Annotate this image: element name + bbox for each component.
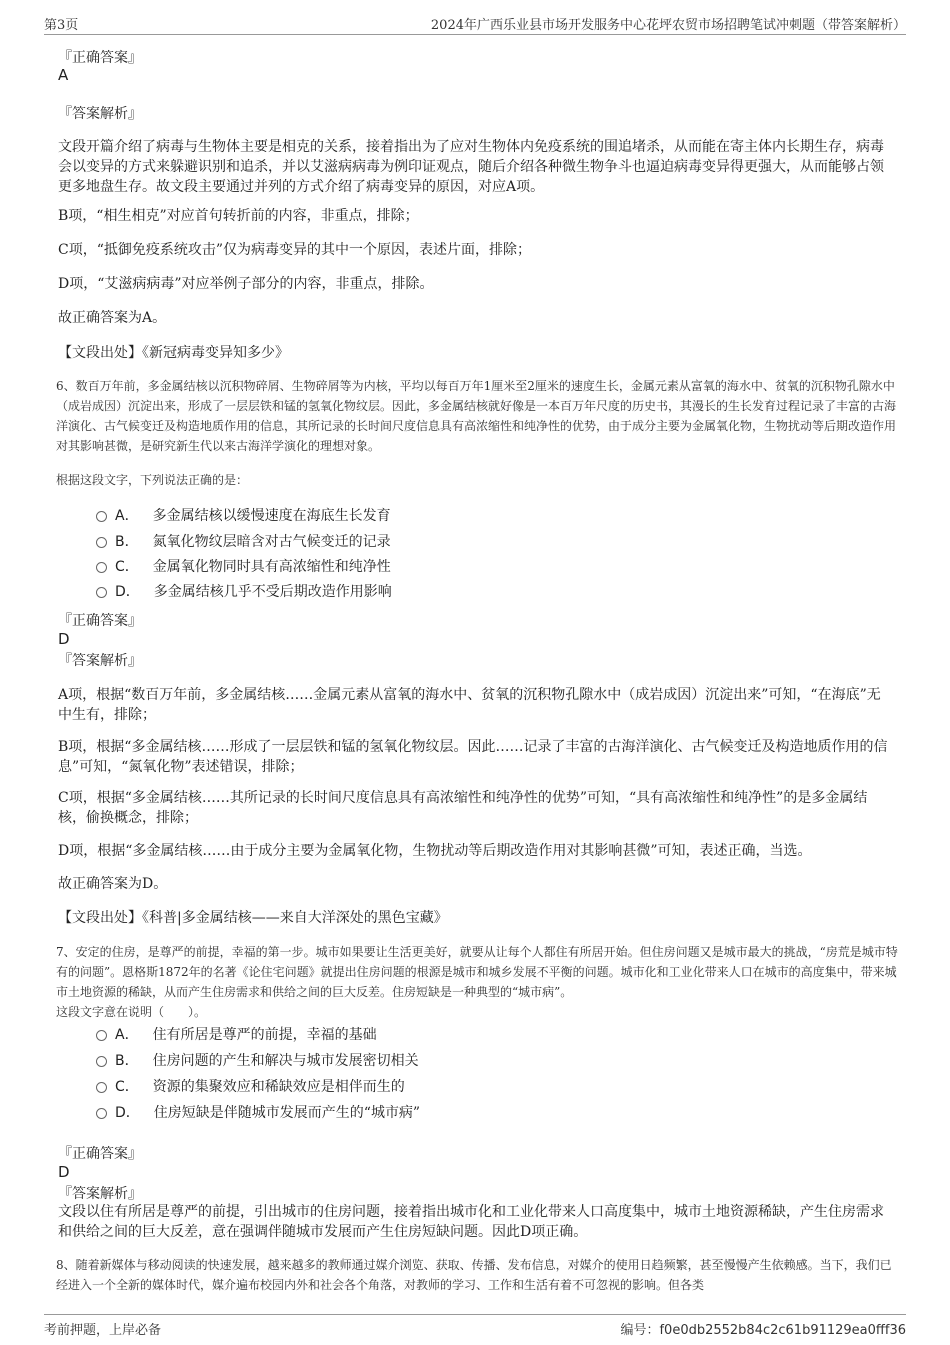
document-title: 2024年广西乐业县市场开发服务中心花坪农贸市场招聘笔试冲刺题（带答案解析）	[430, 18, 906, 33]
q7-option-d[interactable]: D． 住房短缺是伴随城市发展而产生的“城市病”	[96, 1103, 420, 1123]
q6-analysis-para-1: A项，根据“数百万年前，多金属结核……金属元素从富氧的海水中、贫氧的沉积物孔隙水中（成岩成因）沉淀出来”可知，“在海底”无中生有，排除；	[58, 687, 881, 723]
radio-icon[interactable]	[96, 1056, 107, 1067]
radio-icon[interactable]	[96, 562, 107, 573]
radio-icon[interactable]	[96, 1108, 107, 1119]
radio-icon[interactable]	[96, 537, 107, 548]
q6-answer-label: 『正确答案』	[58, 613, 142, 629]
page-footer	[44, 1314, 906, 1337]
page-header	[44, 14, 906, 35]
q5-answer: A	[58, 66, 69, 84]
q5-answer-label: 『正确答案』	[58, 50, 142, 66]
q7-analysis-label: 『答案解析』	[58, 1186, 142, 1202]
radio-icon[interactable]	[96, 1030, 107, 1041]
page-number: 第3页	[44, 18, 79, 33]
q7-analysis: 文段以住有所居是尊严的前提，引出城市的住房问题，接着指出城市化和工业化带来人口高度集中，城市土地资源稀缺，产生住房需求和供给之间的巨大反差，意在强调伴随城市发展而产生住房短缺问题。因此D项正确。	[58, 1204, 884, 1240]
q6-analysis-para-2: B项，根据“多金属结核……形成了一层层铁和锰的氢氧化物纹层。因此……记录了丰富的古海洋演化、古气候变迁及构造地质作用的信息”可知，“氮氧化物”表述错误，排除；	[58, 739, 888, 775]
q6-analysis-para-5: 故正确答案为D。	[58, 876, 168, 892]
q7-option-b[interactable]: B． 住房问题的产生和解决与城市发展密切相关	[96, 1051, 419, 1071]
radio-icon[interactable]	[96, 511, 107, 522]
q6-analysis-para-3: C项，根据“多金属结核……其所记录的长时间尺度信息具有高浓缩性和纯净性的优势”可知，“具有高浓缩性和纯净性”的是多金属结核，偷换概念，排除；	[58, 790, 868, 826]
q7-option-c[interactable]: C． 资源的集聚效应和稀缺效应是相伴而生的	[96, 1077, 405, 1097]
q6-analysis-para-4: D项，根据“多金属结核……由于成分主要为金属氧化物，生物扰动等后期改造作用对其影响甚微”可知，表述正确，当选。	[58, 843, 812, 859]
q7-option-a[interactable]: A． 住有所居是尊严的前提，幸福的基础	[96, 1025, 377, 1045]
q5-analysis-para-4: D项，“艾滋病病毒”对应举例子部分的内容，非重点，排除。	[58, 276, 434, 292]
q6-answer: D	[58, 630, 70, 648]
q6-option-b[interactable]: B． 氮氧化物纹层暗含对古气候变迁的记录	[96, 532, 391, 552]
q5-analysis-para-5: 故正确答案为A。	[58, 310, 167, 326]
q6-analysis-label: 『答案解析』	[58, 653, 142, 669]
q8-stem: 8、随着新媒体与移动阅读的快速发展，越来越多的教师通过媒介浏览、获取、传播、发布信息，对媒介的使用日趋频繁，甚至慢慢产生依赖感。当下，我们已经进入一个全新的媒体时代，媒介遍布校园内外和社会各个角落，对教师的学习、工作和生活有着不可忽视的影响。但各类	[56, 1258, 892, 1292]
radio-icon[interactable]	[96, 1082, 107, 1093]
q6-option-d[interactable]: D． 多金属结核几乎不受后期改造作用影响	[96, 582, 392, 602]
q5-source: 【文段出处】《新冠病毒变异知多少》	[58, 345, 289, 361]
document-id: 编号：f0e0db2552b84c2c61b91129ea0fff36	[620, 1323, 906, 1338]
q7-stem: 7、安定的住房，是尊严的前提，幸福的第一步。城市如果要让生活更美好，就要从让每个人都住有所居开始。但住房问题又是城市最大的挑战，“房荒是城市特有的问题”。恩格斯1872年的名著《论住宅问题》就提出住房问题的根源是城市和城乡发展不平衡的问题。城市化和工业化带来人口在城市的高度集中，带来城市土地资源的稀缺，从而产生住房需求和供给之间的巨大反差。住房短缺是一种典型的“城市病”。	[56, 945, 898, 999]
radio-icon[interactable]	[96, 587, 107, 598]
q6-prompt: 根据这段文字，下列说法正确的是：	[56, 473, 249, 487]
q6-source: 【文段出处】《科普|多金属结核——来自大洋深处的黑色宝藏》	[58, 910, 448, 926]
footer-slogan: 考前押题，上岸必备	[44, 1323, 162, 1338]
q6-stem: 6、数百万年前，多金属结核以沉积物碎屑、生物碎屑等为内核，平均以每百万年1厘米至2厘米的速度生长，金属元素从富氧的海水中、贫氧的沉积物孔隙水中（成岩成因）沉淀出来，形成了一层层铁和锰的氢氧化物纹层。因此，多金属结核就好像是一本百万年尺度的历史书，其漫长的生长发育过程记录了丰富的古海洋演化、古气候变迁及构造地质作用的信息，其所记录的长时间尺度信息具有高浓缩性和纯净性的优势，由于成分主要为金属氧化物，生物扰动等后期改造作用对其影响甚微，是研究新生代以来古海洋学演化的理想对象。	[56, 379, 897, 453]
q5-analysis-para-3: C项，“抵御免疫系统攻击”仅为病毒变异的其中一个原因，表述片面，排除；	[58, 242, 532, 258]
q5-analysis-label: 『答案解析』	[58, 106, 142, 122]
q5-analysis-para-1: 文段开篇介绍了病毒与生物体主要是相克的关系，接着指出为了应对生物体内免疫系统的围追堵杀，从而能在寄主体内长期生存，病毒会以变异的方式来躲避识别和追杀，并以艾滋病病毒为例印证观点，随后介绍各种微生物争斗也逼迫病毒变异得更强大，从而能够占领更多地盘生存。故文段主要通过并列的方式介绍了病毒变异的原因，对应A项。	[58, 139, 884, 195]
q7-answer: D	[58, 1163, 70, 1181]
q7-answer-label: 『正确答案』	[58, 1146, 142, 1162]
q5-analysis-para-2: B项，“相生相克”对应首句转折前的内容，非重点，排除；	[58, 208, 419, 224]
q7-prompt: 这段文字意在说明（ ）。	[56, 1005, 207, 1019]
q6-option-c[interactable]: C． 金属氧化物同时具有高浓缩性和纯净性	[96, 557, 391, 577]
q6-option-a[interactable]: A． 多金属结核以缓慢速度在海底生长发育	[96, 506, 391, 526]
